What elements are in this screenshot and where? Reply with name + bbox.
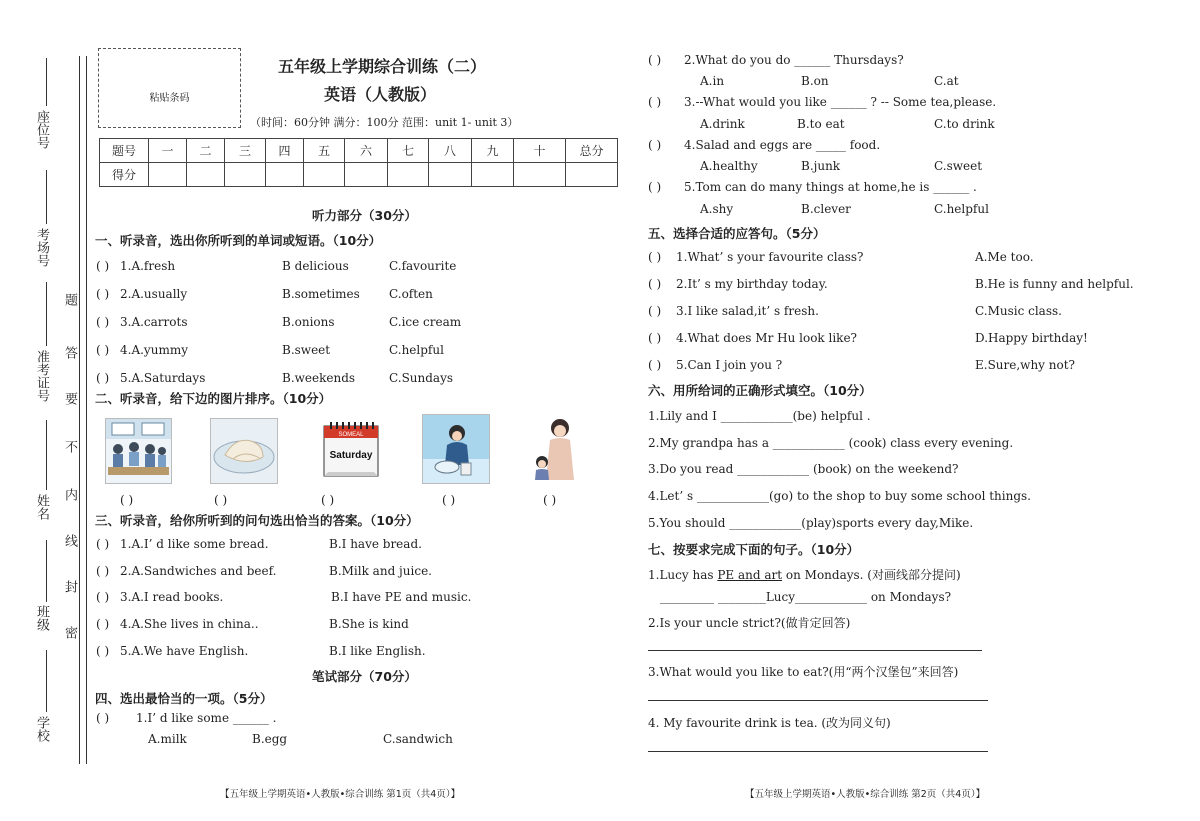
score-cell: 三 bbox=[225, 139, 266, 163]
option-c: C.to drink bbox=[934, 117, 995, 131]
q4-sentence: 4. My favourite drink is tea. (改为同义句) bbox=[648, 716, 891, 730]
question-text: 3.I like salad,it’ s fresh. bbox=[676, 304, 819, 318]
option-b: B.I have PE and music. bbox=[331, 590, 472, 604]
score-cell: 十 bbox=[514, 139, 566, 163]
exam-id-blank[interactable] bbox=[46, 282, 47, 346]
school-blank[interactable] bbox=[46, 650, 47, 712]
seal-char: 密 bbox=[62, 626, 77, 639]
order-bracket[interactable]: ( ) bbox=[120, 493, 134, 507]
answer-bracket[interactable]: ( ) bbox=[96, 287, 110, 301]
response-option: E.Sure,why not? bbox=[975, 358, 1075, 372]
option-b: B.sometimes bbox=[282, 287, 360, 301]
score-cell: 九 bbox=[472, 139, 514, 163]
seal-char: 封 bbox=[62, 580, 77, 593]
written-title: 笔试部分（70分） bbox=[312, 669, 417, 684]
score-cell: 一 bbox=[149, 139, 187, 163]
fill-sentence[interactable]: 5.You should ____________(play)sports every day,Mike. bbox=[648, 516, 974, 530]
seal-char: 题 bbox=[62, 293, 77, 306]
option-a: 1.A.fresh bbox=[120, 259, 176, 273]
option-a: A.shy bbox=[700, 202, 734, 216]
option-a: 2.A.usually bbox=[120, 287, 188, 301]
option-b: B.to eat bbox=[797, 117, 845, 131]
score-cell: 题号 bbox=[100, 139, 149, 163]
class-blank[interactable] bbox=[46, 540, 47, 602]
option-a: A.milk bbox=[148, 732, 187, 746]
score-input[interactable] bbox=[472, 163, 514, 187]
fill-sentence[interactable]: 1.Lily and I ____________(be) helpful . bbox=[648, 409, 871, 423]
option-a: 1.A.I’ d like some bread. bbox=[120, 537, 269, 551]
classroom-picture bbox=[105, 418, 172, 484]
option-a: A.drink bbox=[700, 117, 745, 131]
section-3-title: 三、听录音，给你所听到的问句选出恰当的答案。（10分） bbox=[95, 513, 419, 528]
q1-underlined-phrase: PE and art bbox=[717, 568, 783, 582]
option-a: 4.A.yummy bbox=[120, 343, 188, 357]
option-a: A.healthy bbox=[700, 159, 758, 173]
question-text: 2.What do you do ______ Thursdays? bbox=[684, 53, 904, 67]
school-label: 学校 bbox=[34, 716, 49, 742]
seal-char: 要 bbox=[62, 392, 77, 405]
q4-answer-line[interactable] bbox=[648, 751, 988, 752]
option-a: 5.A.Saturdays bbox=[120, 371, 206, 385]
q1-prefix: 1.Lucy has bbox=[648, 568, 718, 582]
option-a: A.in bbox=[700, 74, 725, 88]
option-c: C.favourite bbox=[389, 259, 457, 273]
question-text: 4.What does Mr Hu look like? bbox=[676, 331, 857, 345]
score-input[interactable] bbox=[429, 163, 472, 187]
question-text: 3.--What would you like ______ ? -- Some tea,please. bbox=[684, 95, 997, 109]
q3-answer-line[interactable] bbox=[648, 700, 988, 701]
score-input[interactable] bbox=[345, 163, 388, 187]
footer-left: 【五年级上学期英语•人教版•综合训练 第1页（共4页）】 bbox=[220, 789, 461, 800]
section-5-title: 五、选择合适的应答句。（5分） bbox=[648, 226, 826, 241]
option-a: 2.A.Sandwiches and beef. bbox=[120, 564, 277, 578]
answer-bracket[interactable]: ( ) bbox=[96, 590, 110, 604]
margin-line-outer bbox=[79, 56, 80, 764]
score-cell: 二 bbox=[187, 139, 225, 163]
fill-sentence[interactable]: 4.Let’ s ____________(go) to the shop to buy some school things. bbox=[648, 489, 1031, 503]
option-b: B.on bbox=[801, 74, 829, 88]
option-a: 3.A.I read books. bbox=[120, 590, 224, 604]
score-value-row bbox=[100, 163, 618, 187]
answer-bracket[interactable]: ( ) bbox=[96, 711, 110, 725]
score-input[interactable] bbox=[514, 163, 566, 187]
option-c: C.Sundays bbox=[389, 371, 454, 385]
score-input[interactable] bbox=[566, 163, 618, 187]
fill-sentence[interactable]: 3.Do you read ____________ (book) on the weekend? bbox=[648, 462, 959, 476]
option-b: B.Milk and juice. bbox=[329, 564, 432, 578]
option-a: 3.A.carrots bbox=[120, 315, 188, 329]
calendar-day-label: Saturday bbox=[329, 450, 373, 461]
listening-title: 听力部分（30分） bbox=[312, 208, 417, 223]
order-bracket[interactable]: ( ) bbox=[321, 493, 335, 507]
margin-line-inner bbox=[86, 56, 87, 764]
score-input[interactable] bbox=[225, 163, 266, 187]
answer-bracket[interactable]: ( ) bbox=[96, 371, 110, 385]
answer-bracket[interactable]: ( ) bbox=[96, 537, 110, 551]
answer-bracket[interactable]: ( ) bbox=[648, 53, 662, 67]
response-option: D.Happy birthday! bbox=[975, 331, 1088, 345]
option-c: C.helpful bbox=[934, 202, 989, 216]
option-b: B.I like English. bbox=[329, 644, 426, 658]
section-1-title: 一、听录音，选出你所听到的单词或短语。（10分） bbox=[95, 233, 382, 248]
calendar-picture bbox=[318, 418, 386, 482]
option-c: C.often bbox=[389, 287, 433, 301]
question-text: 5.Can I join you ? bbox=[676, 358, 783, 372]
exam-id-label: 准考证号 bbox=[34, 350, 49, 402]
score-input[interactable] bbox=[187, 163, 225, 187]
option-c: C.helpful bbox=[389, 343, 444, 357]
answer-bracket[interactable]: ( ) bbox=[648, 250, 662, 264]
washing-picture bbox=[422, 414, 490, 484]
option-c: C.sandwich bbox=[383, 732, 453, 746]
option-b: B.egg bbox=[252, 732, 288, 746]
answer-bracket[interactable]: ( ) bbox=[96, 564, 110, 578]
order-bracket[interactable]: ( ) bbox=[543, 493, 557, 507]
option-b: B.weekends bbox=[282, 371, 356, 385]
paper-title: 五年级上学期综合训练（二） bbox=[278, 57, 487, 76]
score-input[interactable] bbox=[304, 163, 345, 187]
score-cell: 八 bbox=[429, 139, 472, 163]
score-input[interactable] bbox=[266, 163, 304, 187]
question-text: 1.What’ s your favourite class? bbox=[676, 250, 864, 264]
fill-sentence[interactable]: 2.My grandpa has a ____________ (cook) class every evening. bbox=[648, 436, 1014, 450]
class-label: 班级 bbox=[34, 605, 49, 631]
option-c: C.ice cream bbox=[389, 315, 462, 329]
seal-char: 内 bbox=[62, 488, 77, 501]
q1-suffix: on Mondays. (对画线部分提问) bbox=[782, 568, 961, 582]
response-option: A.Me too. bbox=[975, 250, 1034, 264]
seat-label: 座位号 bbox=[34, 110, 49, 149]
option-b: B.onions bbox=[282, 315, 335, 329]
name-blank[interactable] bbox=[46, 420, 47, 490]
section-4-title: 四、选出最恰当的一项。（5分） bbox=[95, 691, 273, 706]
score-table bbox=[99, 138, 618, 187]
q3-sentence: 3.What would you like to eat?(用“两个汉堡包”来回答) bbox=[648, 665, 959, 679]
answer-bracket[interactable]: ( ) bbox=[648, 95, 662, 109]
score-input[interactable] bbox=[149, 163, 187, 187]
exam-room-label: 考场号 bbox=[34, 228, 49, 267]
option-b: B.junk bbox=[801, 159, 841, 173]
option-b: B delicious bbox=[282, 259, 349, 273]
response-option: B.He is funny and helpful. bbox=[975, 277, 1134, 291]
dumplings-picture bbox=[210, 418, 278, 484]
score-cell: 总分 bbox=[566, 139, 618, 163]
option-b: B.She is kind bbox=[329, 617, 409, 631]
q2-answer-line[interactable] bbox=[648, 650, 982, 651]
option-a: 5.A.We have English. bbox=[120, 644, 249, 658]
answer-bracket[interactable]: ( ) bbox=[96, 315, 110, 329]
order-bracket[interactable]: ( ) bbox=[442, 493, 456, 507]
order-bracket[interactable]: ( ) bbox=[214, 493, 228, 507]
answer-bracket[interactable]: ( ) bbox=[96, 617, 110, 631]
calendar-month-label: SOMEAL bbox=[338, 432, 364, 438]
paper-subtitle: 英语（人教版） bbox=[324, 85, 437, 104]
option-b: B.I have bread. bbox=[329, 537, 422, 551]
section-2-title: 二、听录音，给下边的图片排序。（10分） bbox=[95, 391, 332, 406]
option-c: C.sweet bbox=[934, 159, 983, 173]
q2-sentence: 2.Is your uncle strict?(做肯定回答) bbox=[648, 616, 851, 630]
answer-bracket[interactable]: ( ) bbox=[648, 138, 662, 152]
section-7-title: 七、按要求完成下面的句子。（10分） bbox=[648, 542, 860, 557]
section-6-title: 六、用所给词的正确形式填空。（10分） bbox=[648, 383, 872, 398]
question-text: 5.Tom can do many things at home,he is ______ . bbox=[684, 180, 977, 194]
score-input[interactable] bbox=[388, 163, 429, 187]
answer-bracket[interactable]: ( ) bbox=[96, 343, 110, 357]
answer-bracket[interactable]: ( ) bbox=[648, 277, 662, 291]
response-option: C.Music class. bbox=[975, 304, 1062, 318]
exam-info: （时间：60分钟 满分：100分 范围：unit 1- unit 3） bbox=[250, 116, 519, 129]
answer-bracket[interactable]: ( ) bbox=[96, 644, 110, 658]
seal-char: 答 bbox=[62, 346, 77, 359]
name-label: 姓名 bbox=[34, 494, 49, 520]
score-cell: 七 bbox=[388, 139, 429, 163]
option-b: B.clever bbox=[801, 202, 851, 216]
score-cell: 六 bbox=[345, 139, 388, 163]
barcode-label: 粘贴条码 bbox=[149, 93, 190, 104]
woman-girl-picture bbox=[522, 414, 588, 482]
score-cell: 四 bbox=[266, 139, 304, 163]
score-cell: 五 bbox=[304, 139, 345, 163]
q1-sentence bbox=[648, 566, 961, 583]
answer-bracket[interactable]: ( ) bbox=[648, 331, 662, 345]
seat-blank[interactable] bbox=[46, 58, 47, 106]
question-text: 2.It’ s my birthday today. bbox=[676, 277, 828, 291]
barcode-box bbox=[98, 48, 241, 128]
option-b: B.sweet bbox=[282, 343, 331, 357]
exam-room-blank[interactable] bbox=[46, 170, 47, 224]
answer-bracket[interactable]: ( ) bbox=[648, 358, 662, 372]
answer-bracket[interactable]: ( ) bbox=[648, 180, 662, 194]
score-cell: 得分 bbox=[100, 163, 149, 187]
score-header-row bbox=[100, 139, 618, 163]
answer-bracket[interactable]: ( ) bbox=[96, 259, 110, 273]
option-c: C.at bbox=[934, 74, 959, 88]
question-text: 4.Salad and eggs are _____ food. bbox=[684, 138, 881, 152]
footer-right: 【五年级上学期英语•人教版•综合训练 第2页（共4页）】 bbox=[745, 789, 986, 800]
answer-bracket[interactable]: ( ) bbox=[648, 304, 662, 318]
question-text: 1.I’ d like some ______ . bbox=[136, 711, 277, 725]
q1-answer-line[interactable]: _________ ________Lucy____________ on Mondays? bbox=[660, 590, 952, 604]
seal-char: 不 bbox=[62, 440, 77, 453]
seal-char: 线 bbox=[62, 534, 77, 547]
option-a: 4.A.She lives in china.. bbox=[120, 617, 259, 631]
